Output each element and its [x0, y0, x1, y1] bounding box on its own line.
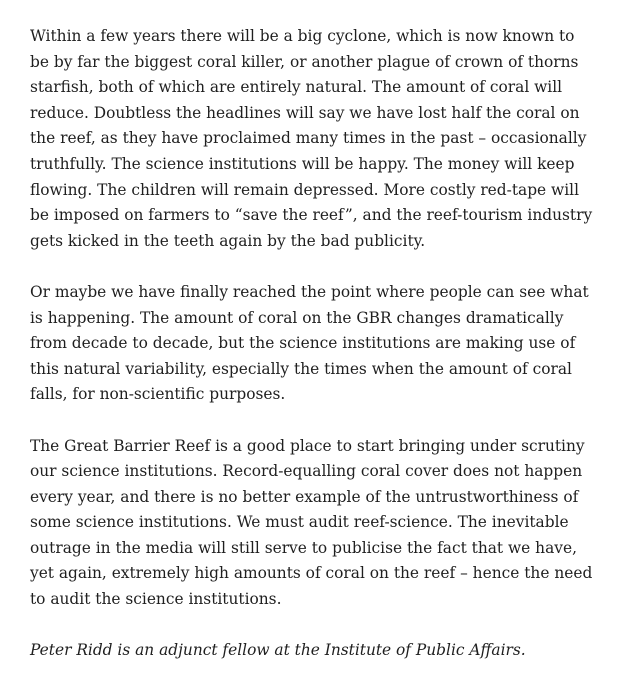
author-byline: Peter Ridd is an adjunct fellow at the Institute of Public Affairs.: [30, 641, 526, 660]
paragraph-audit-reef-science: The Great Barrier Reef is a good place to start bringing under scrutiny our science institutions. Record-equalling coral cover does not happen every year, and there is no better example of the untrustworthiness of some science institutions. We must audit reef-science. The inevitable outrage in the media will still serve to publicise the fact that we have, yet again, extremely high amounts of coral on the reef – hence the need to audit the science institutions.: [30, 436, 593, 609]
paragraph-natural-variability: Or maybe we have finally reached the point where people can see what is happening. The amount of coral on the GBR changes dramatically from decade to decade, but the science institutions are making use of this natural variability, especially the times when the amount of coral falls, for non-scientific purposes.: [30, 282, 589, 404]
paragraph-cyclone: Within a few years there will be a big cyclone, which is now known to be by far the biggest coral killer, or another plague of crown of thorns starfish, both of which are entirely natural. The amount of coral will reduce. Doubtless the headlines will say we have lost half the coral on the reef, as they have proclaimed many times in the past – occasionally truthfully. The science institutions will be happy. The money will keep flowing. The children will remain depressed. More costly red-tape will be imposed on farmers to “save the reef”, and the reef-tourism industry gets kicked in the teeth again by the bad publicity.: [30, 27, 593, 250]
article-body: [30, 24, 598, 664]
